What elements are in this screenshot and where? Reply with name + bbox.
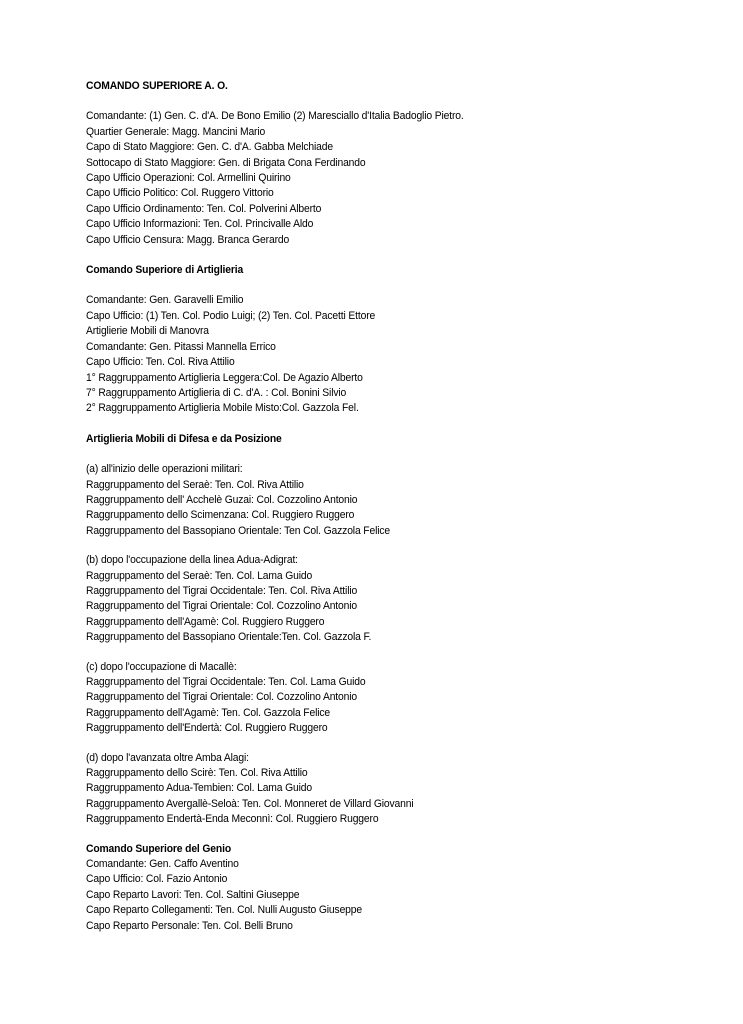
phase-b-list [86,553,688,645]
text-line: Raggruppamento dell'Agamè: Ten. Col. Gazzola Felice [86,706,331,719]
text-line: Capo Ufficio Politico: Col. Ruggero Vittorio [86,187,274,200]
text-line: Comandante: Gen. Garavelli Emilio [86,294,244,307]
text-line: Comandante: Gen. Pitassi Mannella Errico [86,340,276,353]
text-line: Raggruppamento del Bassopiano Orientale:Ten. Col. Gazzola F. [86,631,372,644]
text-line: Raggruppamento Endertà-Enda Meconnì: Col. Ruggiero Ruggero [86,813,379,826]
text-line: Capo Ufficio Informazioni: Ten. Col. Princivalle Aldo [86,218,314,231]
text-line: Capo Ufficio: Ten. Col. Riva Attilio [86,356,235,369]
text-line: Capo Ufficio Operazioni: Col. Armellini Quirino [86,172,291,185]
text-line: Capo Reparto Personale: Ten. Col. Belli Bruno [86,919,293,932]
artillery-command-list [86,293,688,416]
text-line: (d) dopo l'avanzata oltre Amba Alagi: [86,751,249,764]
text-line: Raggruppamento Adua-Tembien: Col. Lama Guido [86,782,313,795]
document-content [86,79,688,934]
section-heading-genio: Comando Superiore del Genio [86,842,231,855]
text-line: Artiglierie Mobili di Manovra [86,325,209,338]
text-line: Raggruppamento dell'Agamè: Col. Ruggiero Ruggero [86,615,325,628]
text-line: 2° Raggruppamento Artiglieria Mobile Misto:Col. Gazzola Fel. [86,402,359,415]
section-heading-artiglieria: Comando Superiore di Artiglieria [86,264,244,277]
command-staff-list [86,109,688,248]
phase-a-list [86,462,688,539]
text-line: Raggruppamento dell'Endertà: Col. Ruggiero Ruggero [86,722,328,735]
text-line: Quartier Generale: Magg. Mancini Mario [86,125,266,138]
text-line: Capo Ufficio: Col. Fazio Antonio [86,873,228,886]
text-line: Comandante: (1) Gen. C. d'A. De Bono Emilio (2) Maresciallo d'Italia Badoglio Pietro. [86,110,464,123]
text-line: Raggruppamento dello Scirè: Ten. Col. Riva Attilio [86,767,308,780]
text-line: Comandante: Gen. Caffo Aventino [86,858,239,871]
text-line: Capo Ufficio: (1) Ten. Col. Podio Luigi; (2) Ten. Col. Pacetti Ettore [86,309,376,322]
text-line: Capo Reparto Lavori: Ten. Col. Saltini Giuseppe [86,888,300,901]
text-line: Raggruppamento del Tigrai Occidentale: Ten. Col. Riva Attilio [86,584,358,597]
text-line: Raggruppamento del Tigrai Occidentale: Ten. Col. Lama Guido [86,676,366,688]
text-line: Capo di Stato Maggiore: Gen. C. d'A. Gabba Melchiade [86,141,333,154]
text-line: Raggruppamento del Seraè: Ten. Col. Lama Guido [86,569,313,582]
text-line: Raggruppamento del Bassopiano Orientale: Ten Col. Gazzola Felice [86,524,391,537]
text-line: Raggruppamento del Tigrai Orientale: Col. Cozzolino Antonio [86,600,358,613]
phase-d-list [86,751,688,828]
text-line: Raggruppamento del Seraè: Ten. Col. Riva Attilio [86,478,304,491]
text-line: (b) dopo l'occupazione della linea Adua-Adigrat: [86,554,298,567]
text-line: Capo Ufficio Censura: Magg. Branca Gerardo [86,233,290,246]
text-line: (a) all'inizio delle operazioni militari: [86,463,243,476]
text-line: Raggruppamento Avergallè-Seloà: Ten. Col. Monneret de Villard Giovanni [86,797,414,810]
text-line: (c) dopo l'occupazione di Macallè: [86,660,237,673]
text-line: 1° Raggruppamento Artiglieria Leggera:Col. De Agazio Alberto [86,371,363,384]
engineers-command-list [86,857,688,934]
document-title: COMANDO SUPERIORE A. O. [86,80,228,92]
phase-c-list [86,660,688,737]
text-line: Raggruppamento dello Scimenzana: Col. Ruggiero Ruggero [86,509,355,522]
text-line: Raggruppamento dell' Acchelè Guzai: Col. Cozzolino Antonio [86,493,358,506]
text-line: Capo Ufficio Ordinamento: Ten. Col. Polverini Alberto [86,202,322,215]
text-line: 7° Raggruppamento Artiglieria di C. d'A. : Col. Bonini Silvio [86,386,347,399]
section-heading-difesa-posizione: Artiglieria Mobili di Difesa e da Posizione [86,432,282,445]
text-line: Raggruppamento del Tigrai Orientale: Col. Cozzolino Antonio [86,691,358,704]
text-line: Capo Reparto Collegamenti: Ten. Col. Nulli Augusto Giuseppe [86,904,363,917]
text-line: Sottocapo di Stato Maggiore: Gen. di Brigata Cona Ferdinando [86,156,366,169]
